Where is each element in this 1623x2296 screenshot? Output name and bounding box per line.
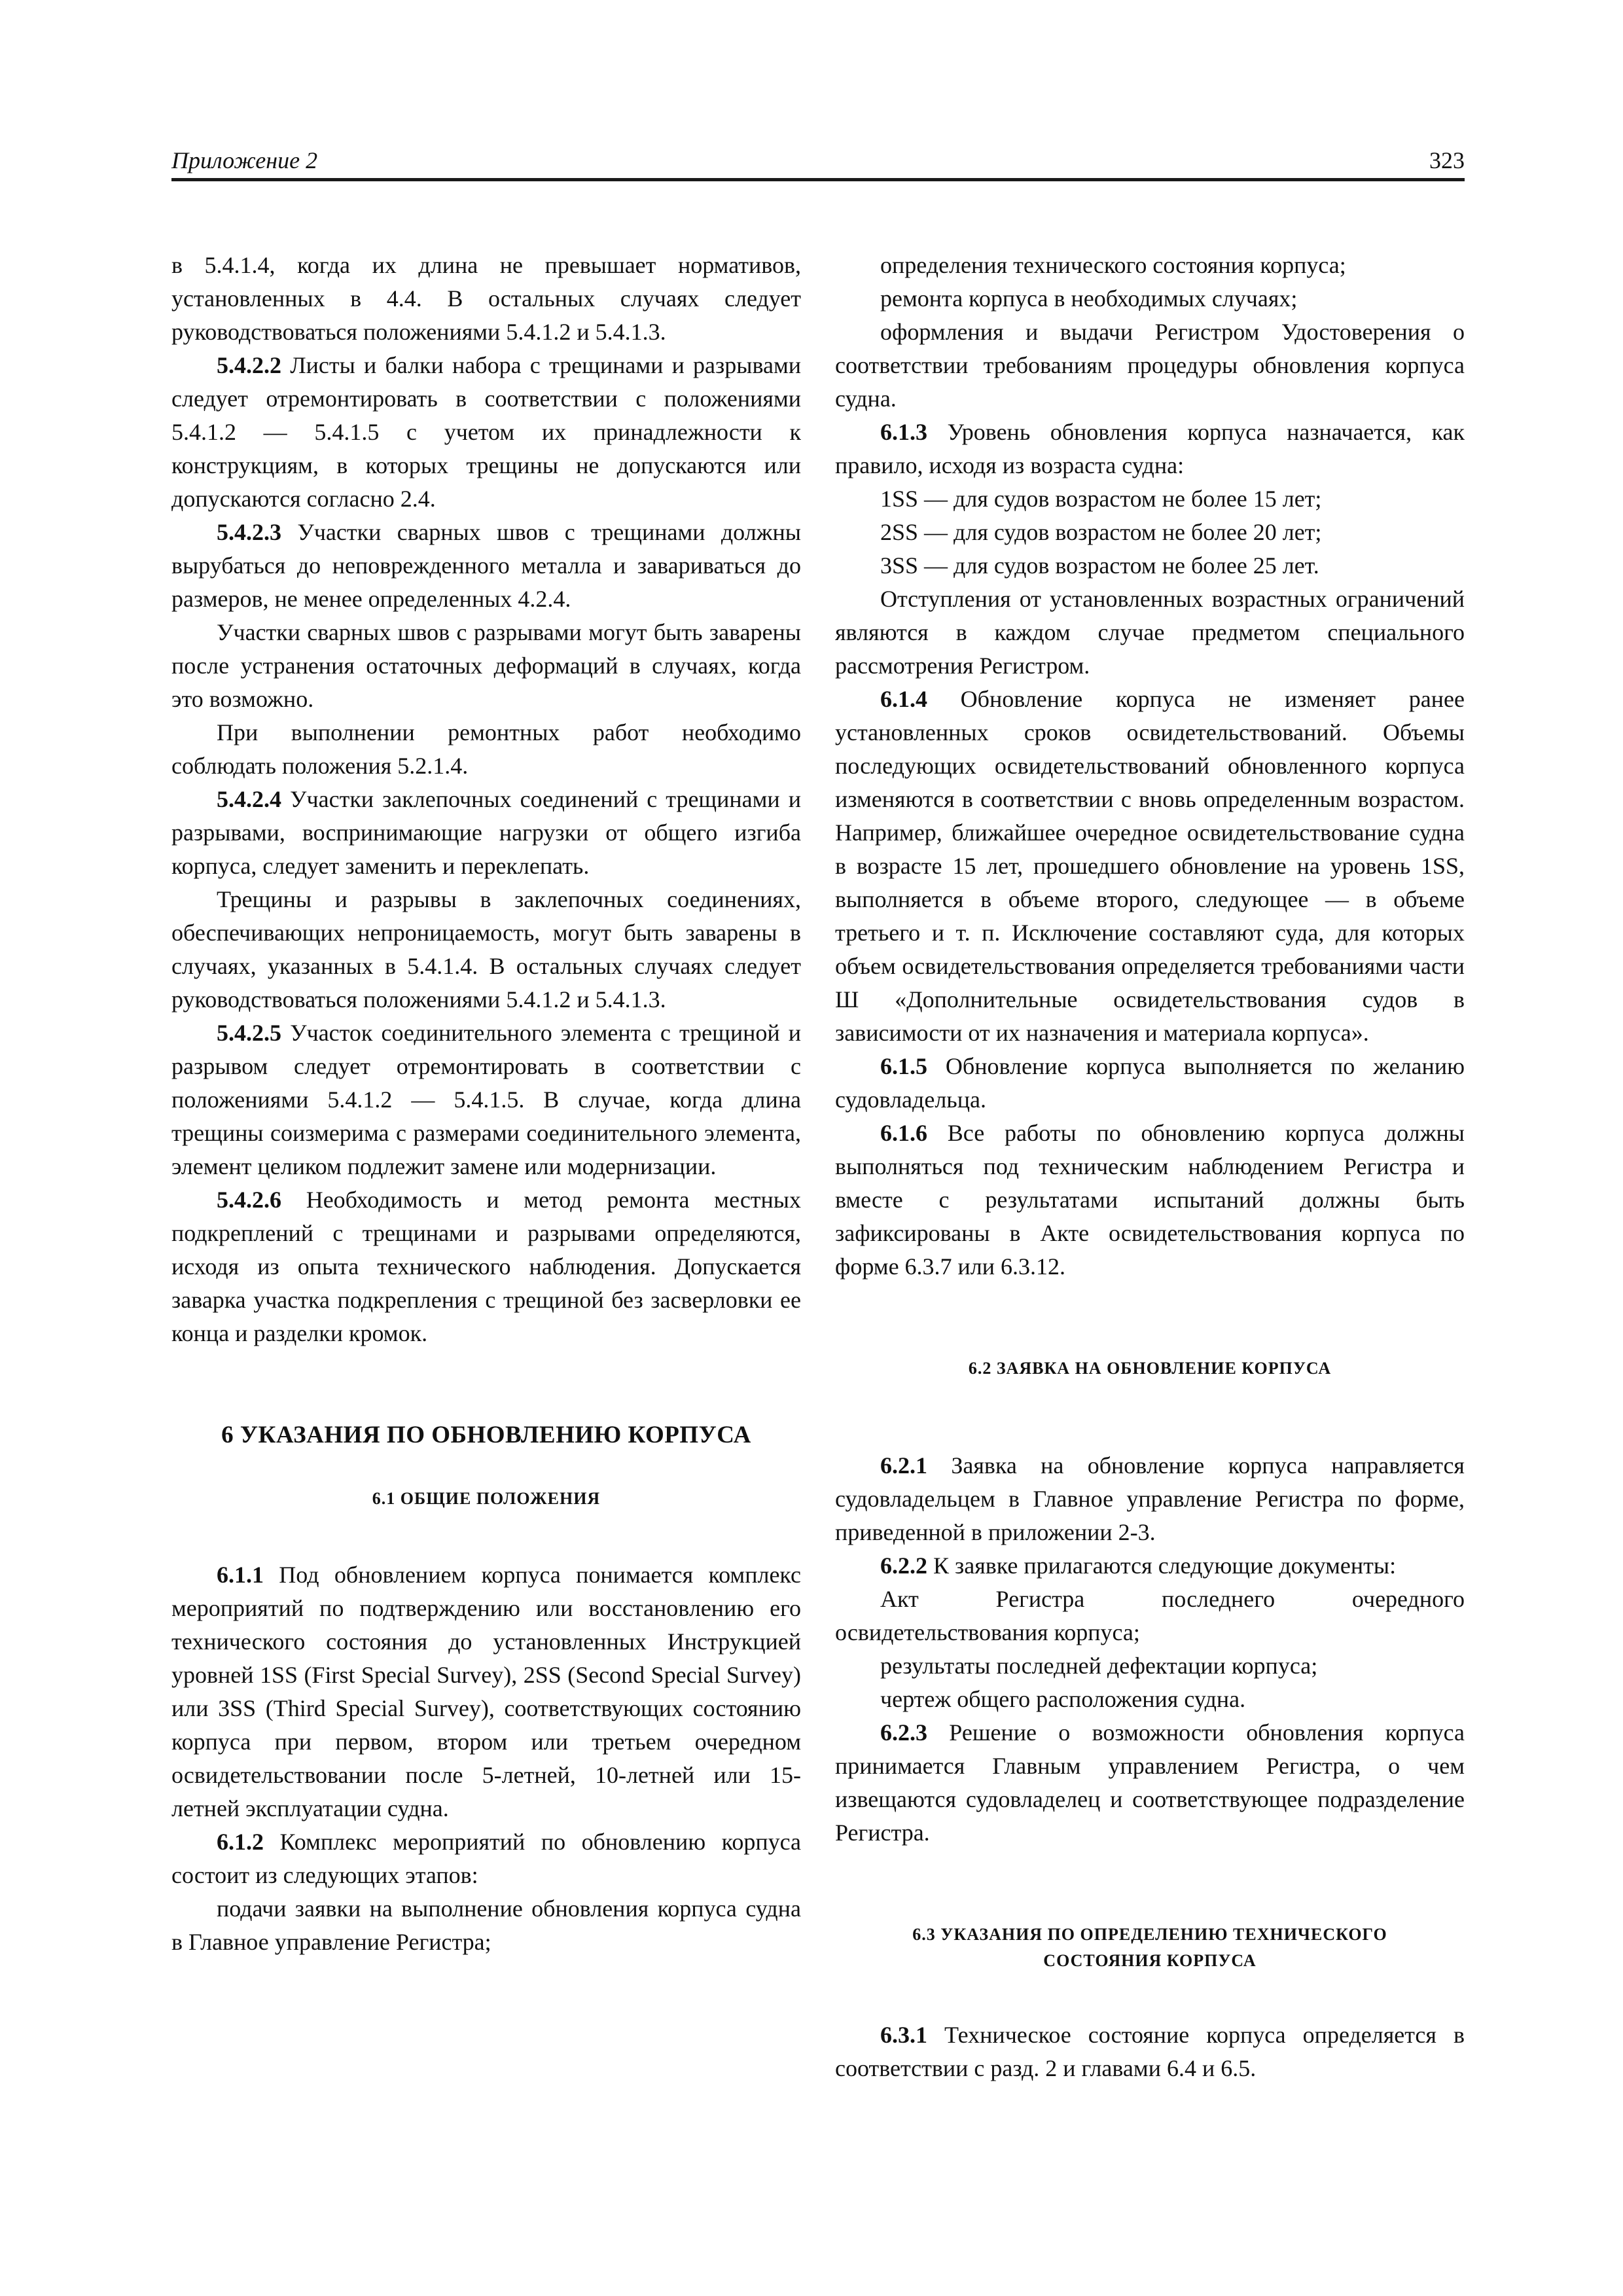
- section-6-1-paragraphs: [171, 1558, 801, 1959]
- paragraph: [835, 1583, 1465, 1649]
- paragraph: [835, 1716, 1465, 1850]
- paragraph: [835, 315, 1465, 416]
- paragraph: [171, 716, 801, 783]
- section-6-3-heading-line1: 6.3 УКАЗАНИЯ ПО ОПРЕДЕЛЕНИЮ ТЕХНИЧЕСКОГО: [912, 1925, 1387, 1944]
- right-column-paragraphs: [835, 249, 1465, 1283]
- paragraph-text: подачи заявки на выполнение обновления корпуса судна в Главное управление Регистра;: [171, 1895, 801, 1955]
- clause-number: 6.3.1: [880, 2022, 927, 2048]
- clause-number: 6.1.5: [880, 1053, 927, 1079]
- section-6-1-heading: 6.1 ОБЩИЕ ПОЛОЖЕНИЯ: [372, 1489, 601, 1508]
- paragraph: [171, 616, 801, 716]
- clause-number: 5.4.2.3: [217, 519, 281, 545]
- paragraph-text: Все работы по обновлению корпуса должны выполняться под техническим наблюдением Регистра и вместе с результатами испытаний должны быть зафиксированы в Акте освидетельствования корпуса по форме 6.3.7 или 6.3.12.: [835, 1120, 1465, 1280]
- paragraph-text: Необходимость и метод ремонта местных подкреплений с трещинами и разрывами определяются, исходя из опыта технического наблюдения. Допускается заварка участка подкрепления с трещиной без засверловки ее конца и разделки кромок.: [171, 1187, 801, 1346]
- clause-number: 6.1.1: [217, 1562, 264, 1588]
- clause-number: 5.4.2.6: [217, 1187, 281, 1213]
- clause-number: 6.2.1: [880, 1452, 927, 1479]
- paragraph-text: При выполнении ремонтных работ необходимо соблюдать положения 5.2.1.4.: [171, 719, 801, 779]
- paragraph: [171, 1183, 801, 1350]
- paragraph-text: Акт Регистра последнего очередного освидетельствования корпуса;: [835, 1586, 1465, 1645]
- running-header: [171, 140, 1465, 181]
- clause-number: 6.2.2: [880, 1552, 927, 1579]
- paragraph: [835, 482, 1465, 516]
- paragraph: [835, 683, 1465, 1050]
- paragraph-text: 2SS — для судов возрастом не более 20 лет;: [880, 519, 1322, 545]
- paragraph-text: Отступления от установленных возрастных ограничений являются в каждом случае предметом специального рассмотрения Регистром.: [835, 586, 1465, 679]
- paragraph-text: оформления и выдачи Регистром Удостоверения о соответствии требованиям процедуры обновления корпуса судна.: [835, 319, 1465, 412]
- section-6-2-paragraphs: [835, 1449, 1465, 1850]
- paragraph: [835, 516, 1465, 549]
- paragraph: [835, 249, 1465, 282]
- paragraph: [835, 1117, 1465, 1283]
- section-6-2-heading: 6.2 ЗАЯВКА НА ОБНОВЛЕНИЕ КОРПУСА: [968, 1359, 1332, 1378]
- paragraph-text: Заявка на обновление корпуса направляется судовладельцем в Главное управление Регистра по форме, приведенной в приложении 2-3.: [835, 1452, 1465, 1545]
- section-6-3-heading-line2: СОСТОЯНИЯ КОРПУСА: [1043, 1951, 1257, 1970]
- paragraph: [171, 516, 801, 616]
- paragraph-text: чертеж общего расположения судна.: [880, 1686, 1246, 1712]
- paragraph-text: Техническое состояние корпуса определяется в соответствии с разд. 2 и главами 6.4 и 6.5.: [835, 2022, 1465, 2081]
- running-header-title: Приложение 2: [171, 147, 318, 173]
- section-6-heading: 6 УКАЗАНИЯ ПО ОБНОВЛЕНИЮ КОРПУСА: [221, 1422, 751, 1448]
- paragraph-text: 1SS — для судов возрастом не более 15 лет;: [880, 486, 1322, 512]
- paragraph: [171, 883, 801, 1016]
- paragraph-text: определения технического состояния корпуса;: [880, 252, 1346, 278]
- section-6-3-paragraphs: [835, 2018, 1465, 2085]
- clause-number: 6.1.4: [880, 686, 927, 712]
- paragraph: [835, 2018, 1465, 2085]
- paragraph: [835, 583, 1465, 683]
- paragraph: [835, 282, 1465, 315]
- section-6-3-heading: [835, 1922, 1465, 1974]
- paragraph-text: Участки сварных швов с трещинами должны вырубаться до неповрежденного металла и завариваться до размеров, не менее определенных 4.2.4.: [171, 519, 801, 612]
- paragraph-text: Комплекс мероприятий по обновлению корпуса состоит из следующих этапов:: [171, 1829, 801, 1888]
- paragraph: [171, 1016, 801, 1183]
- right-column: [835, 249, 1465, 2085]
- paragraph-text: Трещины и разрывы в заклепочных соединениях, обеспечивающих непроницаемость, могут быть заварены в случаях, указанных в 5.4.1.4. В остальных случаях следует руководствоваться положениями 5.4.1.2 и 5.4.1.3.: [171, 886, 801, 1013]
- clause-number: 6.1.2: [217, 1829, 264, 1855]
- paragraph: [171, 1892, 801, 1959]
- paragraph: [171, 349, 801, 516]
- paragraph: [835, 416, 1465, 482]
- left-column-paragraphs: [171, 249, 801, 1350]
- paragraph-text: Уровень обновления корпуса назначается, как правило, исходя из возраста судна:: [835, 419, 1465, 478]
- left-column: [171, 249, 801, 1959]
- paragraph-text: в 5.4.1.4, когда их длина не превышает нормативов, установленных в 4.4. В остальных случаях следует руководствоваться положениями 5.4.1.2 и 5.4.1.3.: [171, 252, 801, 345]
- paragraph-text: Обновление корпуса выполняется по желанию судовладельца.: [835, 1053, 1465, 1113]
- paragraph: [171, 249, 801, 349]
- paragraph-text: Обновление корпуса не изменяет ранее установленных сроков освидетельствований. Объемы последующих освидетельствований обновленного корпуса изменяются в соответствии с вновь определенным возрастом. Например, ближайшее очередное освидетельствование судна в возрасте 15 лет, прошедшего обновление на уровень 1SS, выполняется в объеме второго, следующее — в объеме третьего и т. п. Исключение составляют суда, для которых объем освидетельствования определяется требованиями части Ш «Дополнительные освидетельствования судов в зависимости от их назначения и материала корпуса».: [835, 686, 1465, 1046]
- paragraph-text: К заявке прилагаются следующие документы:: [927, 1552, 1397, 1579]
- page-number: 323: [1429, 147, 1465, 173]
- paragraph-text: Решение о возможности обновления корпуса принимается Главным управлением Регистра, о чем извещаются судовладелец и соответствующее подразделение Регистра.: [835, 1719, 1465, 1846]
- clause-number: 5.4.2.4: [217, 786, 281, 812]
- paragraph: [835, 1549, 1465, 1583]
- paragraph: [171, 1825, 801, 1892]
- paragraph: [835, 1449, 1465, 1549]
- paragraph-text: результаты последней дефектации корпуса;: [880, 1653, 1318, 1679]
- paragraph-text: Участок соединительного элемента с трещиной и разрывом следует отремонтировать в соответствии с положениями 5.4.1.2 — 5.4.1.5. В случае, когда длина трещины соизмерима с размерами соединительного элемента, элемент целиком подлежит замене или модернизации.: [171, 1020, 801, 1179]
- clause-number: 5.4.2.5: [217, 1020, 281, 1046]
- paragraph: [171, 1558, 801, 1825]
- paragraph-text: Листы и балки набора с трещинами и разрывами следует отремонтировать в соответствии с положениями 5.4.1.2 — 5.4.1.5 с учетом их принадлежности к конструкциям, в которых трещины не допускаются или допускаются согласно 2.4.: [171, 352, 801, 512]
- paragraph-text: Под обновлением корпуса понимается комплекс мероприятий по подтверждению или восстановлению его технического состояния до установленных Инструкцией уровней 1SS (First Special Survey), 2SS (Second Special Survey) или 3SS (Third Special Survey), соответствующих состоянию корпуса при первом, втором или третьем очередном освидетельствовании после 5-летней, 10-летней или 15-летней эксплуатации судна.: [171, 1562, 801, 1821]
- paragraph-text: 3SS — для судов возрастом не более 25 лет.: [880, 552, 1319, 579]
- paragraph-text: Участки заклепочных соединений с трещинами и разрывами, воспринимающие нагрузки от общего изгиба корпуса, следует заменить и переклепать.: [171, 786, 801, 879]
- clause-number: 6.1.6: [880, 1120, 927, 1146]
- paragraph-text: Участки сварных швов с разрывами могут быть заварены после устранения остаточных деформаций в случаях, когда это возможно.: [171, 619, 801, 712]
- paragraph: [171, 783, 801, 883]
- paragraph: [835, 549, 1465, 583]
- clause-number: 6.1.3: [880, 419, 927, 445]
- clause-number: 5.4.2.2: [217, 352, 281, 378]
- paragraph: [835, 1683, 1465, 1716]
- paragraph: [835, 1649, 1465, 1683]
- paragraph: [835, 1050, 1465, 1117]
- clause-number: 6.2.3: [880, 1719, 927, 1746]
- paragraph-text: ремонта корпуса в необходимых случаях;: [880, 285, 1298, 312]
